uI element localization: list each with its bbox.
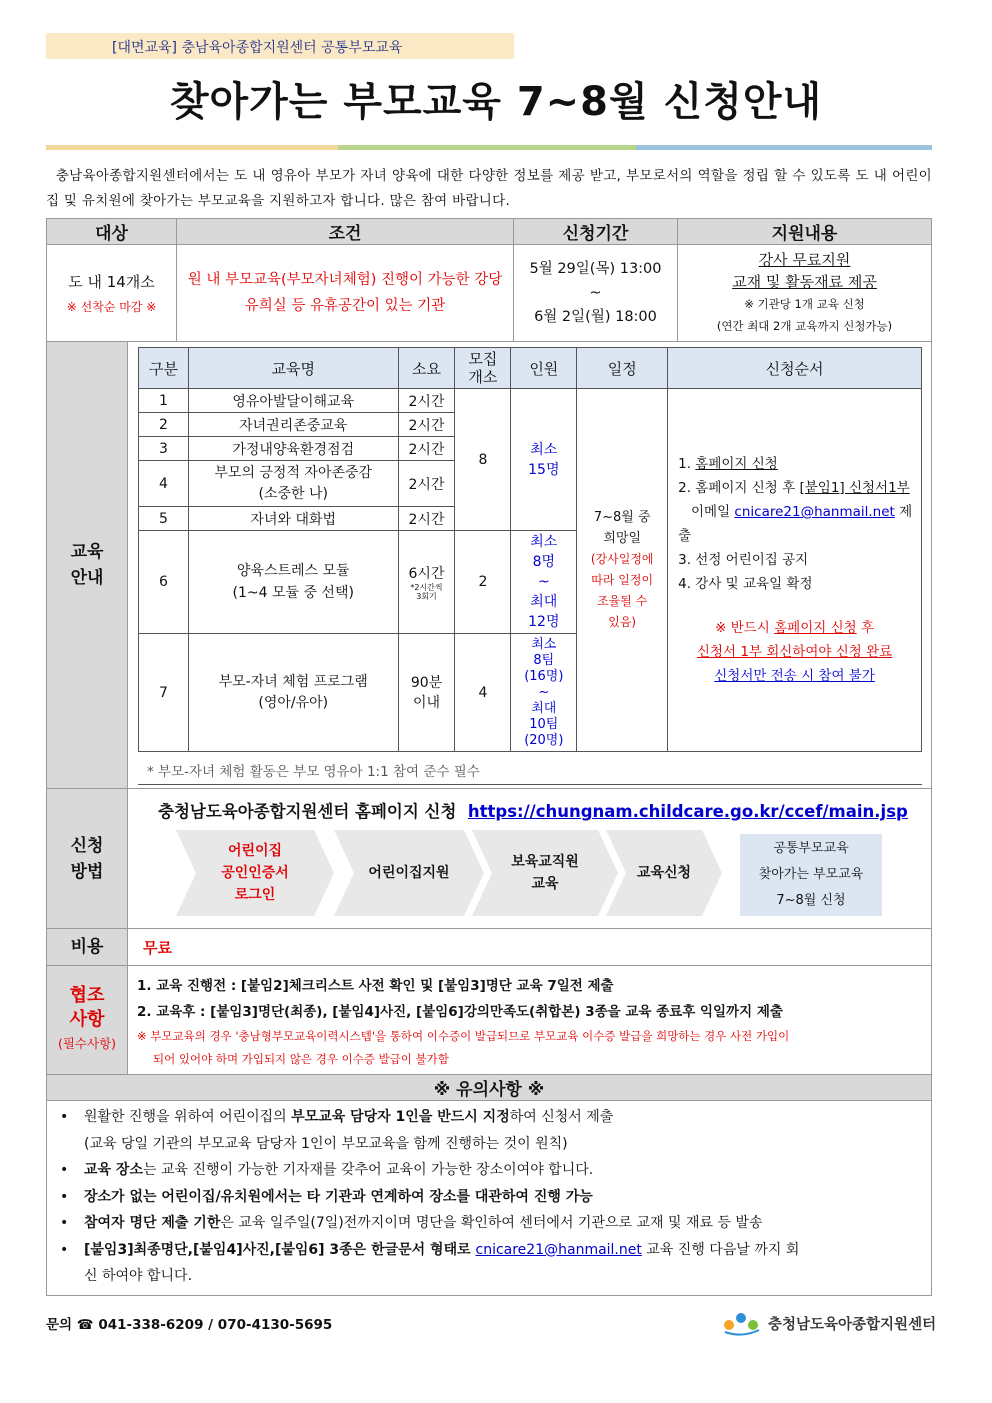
condition-line-1: 원 내 부모교육(부모자녀체험) 진행이 가능한 강당 xyxy=(187,272,503,288)
notice-item: • 장소가 없는 어린이집/유치원에서는 타 기관과 연계하여 장소를 대관하여 진행 가능 xyxy=(56,1184,936,1211)
warn-line-2: 신청서 1부 회신하여야 신청 완료 xyxy=(696,644,893,660)
final-line-1: 공통부모교육 xyxy=(773,841,849,856)
apply-label xyxy=(46,788,128,929)
step-1: 1. 홈페이지 신청 xyxy=(678,456,778,472)
row-no: 6 xyxy=(139,531,189,634)
row-name: 자녀권리존중교육 xyxy=(188,413,398,437)
step-arrow-3-label: 보육교직원 교육 xyxy=(511,854,579,892)
count-6: 2 xyxy=(455,531,511,634)
cost-panel xyxy=(127,928,932,966)
step-arrow-3 xyxy=(472,830,618,916)
coop-line-2: 2. 교육후 : [붙임3]명단(최종), [붙임4]사진, [붙임6]강의만족도(취합본) 3종을 교육 종료후 익일까지 제출 xyxy=(137,1004,783,1020)
page-title: 찾아가는 부모교육 7~8월 신청안내 xyxy=(169,79,823,125)
target-cell xyxy=(46,244,177,342)
row-time: 90분 이내 xyxy=(398,634,455,752)
apply-label-line-1: 신청 xyxy=(70,835,104,856)
notice-item-sub: (교육 당일 기관의 부모교육 담당자 1인이 부모교육을 함께 진행하는 것이 원칙) xyxy=(84,1135,568,1152)
schedule-note: (강사일정에 따라 일정이 조율될 수 있음) xyxy=(590,552,654,629)
category-tag-text: [대면교육] 충남육아종합지원센터 공통부모교육 xyxy=(112,40,403,56)
coop-note-line-2: 되어 있어야 하며 가입되지 않은 경우 이수증 발급이 불가함 xyxy=(153,1052,449,1066)
row-time: 2시간 xyxy=(398,461,455,507)
edu-label-line-1: 교육 xyxy=(70,542,104,562)
edu-table xyxy=(138,347,922,752)
th-order: 신청순서 xyxy=(668,348,922,389)
header-period: 신청기간 xyxy=(513,218,678,245)
th-schedule: 일정 xyxy=(577,348,668,389)
step-3: 3. 선정 어린이집 공지 xyxy=(678,552,809,568)
coop-note-line-1: ※ 부모교육의 경우 '충남형부모교육이력시스템'을 통하여 이수증이 발급되므로 부모교육 이수증 발급을 희망하는 경우 사전 가입이 xyxy=(137,1029,790,1043)
row-no: 1 xyxy=(139,389,189,413)
step-arrow-2 xyxy=(334,830,484,916)
schedule-cell xyxy=(577,389,668,752)
coop-label-line-2: 사항 xyxy=(69,1009,105,1030)
coop-label-line-3: (필수사항) xyxy=(57,1036,117,1051)
period-start: 5월 29일(목) 13:00 xyxy=(529,261,662,277)
row-time: 2시간 xyxy=(398,389,455,413)
step-2b: 이메일 cnicare21@hanmail.net 제출 xyxy=(678,504,913,544)
cost-value: 무료 xyxy=(143,939,172,957)
contact-phones: 041-338-6209 / 070-4130-5695 xyxy=(98,1317,333,1333)
th-name: 교육명 xyxy=(188,348,398,389)
coop-label xyxy=(46,965,128,1075)
header-condition: 조건 xyxy=(176,218,514,245)
th-people: 인원 xyxy=(511,348,577,389)
row-time: 6시간 xyxy=(408,566,445,582)
support-cell xyxy=(677,244,932,342)
row-no: 3 xyxy=(139,437,189,461)
th-count: 모집 개소 xyxy=(455,348,511,389)
warn-line-3: 신청서만 전송 시 참여 불가 xyxy=(714,668,875,684)
row-no: 4 xyxy=(139,461,189,507)
people-7: 최소 8팀 (16명) ~ 최대 10팀 (20명) xyxy=(511,634,577,752)
people-1-5: 최소 15명 xyxy=(511,389,577,531)
header-support: 지원내용 xyxy=(677,218,932,245)
th-no: 구분 xyxy=(139,348,189,389)
notice-item: • 교육 장소는 교육 진행이 가능한 기자재를 갖추어 교육이 가능한 장소이여야 합니다. xyxy=(56,1157,936,1184)
header-target: 대상 xyxy=(46,218,177,245)
row-name: 부모-자녀 체험 프로그램 (영아/유아) xyxy=(188,634,398,752)
row-time-note: *2시간씩 3회기 xyxy=(410,583,443,601)
th-time: 소요 xyxy=(398,348,455,389)
row-no: 2 xyxy=(139,413,189,437)
apply-label-line-2: 방법 xyxy=(70,861,104,882)
stripe-blue xyxy=(636,145,932,150)
support-line-2: 교재 및 활동재료 제공 xyxy=(732,273,877,291)
step-2: 2. 홈페이지 신청 후 [붙임1] 신청서1부 xyxy=(678,480,910,496)
condition-line-2: 유희실 등 유휴공간이 있는 기관 xyxy=(244,298,446,314)
row-time-cell xyxy=(398,531,455,634)
edu-label-line-2: 안내 xyxy=(70,568,104,588)
step-arrow-4 xyxy=(606,830,722,916)
schedule-main: 7~8월 중 희망일 xyxy=(593,510,651,546)
org-logo-icon xyxy=(722,1310,762,1336)
people-6: 최소 8명 ~ 최대 12명 xyxy=(511,531,577,634)
count-7: 4 xyxy=(455,634,511,752)
period-cell xyxy=(513,244,678,342)
row-name: 영유아발달이해교육 xyxy=(188,389,398,413)
stripe-green xyxy=(338,145,636,150)
final-line-2: 찾아가는 부모교육 xyxy=(758,867,864,882)
row-time: 2시간 xyxy=(398,413,455,437)
stripe-yellow xyxy=(46,145,338,150)
row-time: 2시간 xyxy=(398,507,455,531)
apply-headline-text: 충청남도육아종합지원센터 홈페이지 신청 xyxy=(158,802,457,821)
contact-label: 문의 xyxy=(46,1317,73,1333)
support-line-3: ※ 기관당 1개 교육 신청 xyxy=(744,297,865,311)
cost-label: 비용 xyxy=(46,928,128,966)
target-count: 도 내 14개소 xyxy=(68,273,155,291)
row-time: 2시간 xyxy=(398,437,455,461)
step-arrow-2-label: 어린이집지원 xyxy=(368,865,450,881)
target-note: ※ 선착순 마감 ※ xyxy=(66,300,157,314)
step-4: 4. 강사 및 교육일 확정 xyxy=(678,576,813,592)
count-1-5: 8 xyxy=(455,389,511,531)
coop-note xyxy=(137,1025,929,1071)
warn-line-1: ※ 반드시 홈페이지 신청 후 xyxy=(715,620,875,636)
category-tag xyxy=(46,33,514,59)
homepage-link[interactable]: https://chungnam.childcare.go.kr/ccef/main.jsp xyxy=(467,802,908,821)
notice-item: • 원활한 진행을 위하여 어린이집의 부모교육 담당자 1인을 반드시 지정하여 신청서 제출 xyxy=(56,1104,936,1131)
final-line-3: 7~8월 신청 xyxy=(776,893,846,908)
row-name: 가정내양육환경점검 xyxy=(188,437,398,461)
order-cell xyxy=(668,389,922,752)
phone-icon: ☎ xyxy=(76,1317,94,1333)
notice-item: • [붙임3]최종명단,[붙임4]사진,[붙임6] 3종은 한글문서 형태로 cnicare21@hanmail.net 교육 진행 다음날 까지 회 xyxy=(56,1237,936,1264)
step-arrow-1 xyxy=(176,830,334,916)
row-name: 양육스트레스 모듈 (1~4 모듈 중 선택) xyxy=(188,531,398,634)
footnote: * 부모-자녀 체험 활동은 부모 영유아 1:1 참여 준수 필수 xyxy=(147,764,480,780)
contact-info xyxy=(46,1313,332,1333)
step-arrow-4-label: 교육신청 xyxy=(636,865,692,881)
period-separator: ~ xyxy=(589,285,602,301)
row-name: 자녀와 대화법 xyxy=(188,507,398,531)
final-step-box xyxy=(740,834,882,916)
edu-label xyxy=(46,341,128,789)
email-link[interactable]: cnicare21@hanmail.net xyxy=(475,1241,642,1258)
support-line-1: 강사 무료지원 xyxy=(758,251,851,269)
coop-line-1: 1. 교육 진행전 : [붙임2]체크리스트 사전 확인 및 [붙임3]명단 교육 7일전 제출 xyxy=(137,978,614,994)
condition-cell xyxy=(176,244,514,342)
intro-text: 충남육아종합지원센터에서는 도 내 영유아 부모가 자녀 양육에 대한 다양한 정보를 제공 받고, 부모로서의 역할을 정립 할 수 있도록 도 내 어린이집 및 유치원에 찾아가는 부모교육을 지원하고자 합니다. 많은 참여 바랍니다. xyxy=(46,168,932,209)
notice-list xyxy=(56,1104,936,1290)
notice-title: ※ 유의사항 ※ xyxy=(46,1074,932,1101)
row-no: 5 xyxy=(139,507,189,531)
notice-item-sub: 신 하여야 합니다. xyxy=(84,1268,193,1284)
notice-item: • 참여자 명단 제출 기한은 교육 일주일(7일)전까지이며 명단을 확인하여 센터에서 기관으로 교재 및 재료 등 발송 xyxy=(56,1210,936,1237)
row-no: 7 xyxy=(139,634,189,752)
coop-lines xyxy=(137,973,927,1025)
org-name: 충청남도육아종합지원센터 xyxy=(768,1317,937,1333)
coop-label-line-1: 협조 xyxy=(69,985,105,1006)
period-end: 6월 2일(월) 18:00 xyxy=(534,309,657,325)
row-name: 부모의 긍정적 자아존중감 (소중한 나) xyxy=(188,461,398,507)
step-arrow-1-label: 어린이집 공인인증서 로그인 xyxy=(221,843,289,903)
apply-headline xyxy=(158,798,908,822)
support-line-4: (연간 최대 2개 교육까지 신청가능) xyxy=(716,319,893,333)
